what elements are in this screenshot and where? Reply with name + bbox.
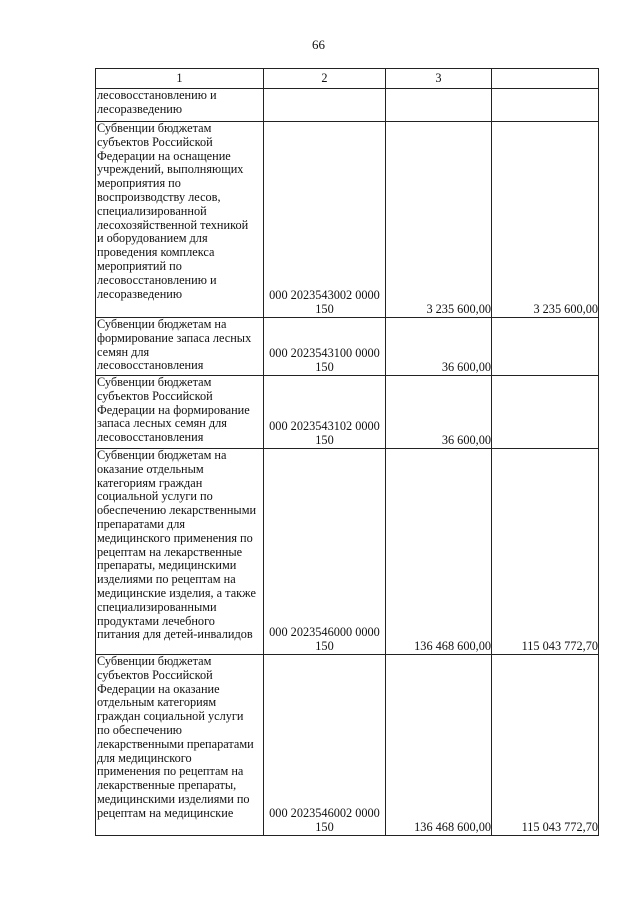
- row-code: 000 2023543102 0000 150: [264, 376, 386, 449]
- row-plan: 136 468 600,00: [386, 449, 492, 655]
- row-plan: 136 468 600,00: [386, 655, 492, 836]
- row-plan: 3 235 600,00: [386, 122, 492, 318]
- row-executed: 115 043 772,70: [492, 655, 599, 836]
- row-executed: [492, 318, 599, 376]
- row-code: 000 2023546002 0000 150: [264, 655, 386, 836]
- table-row: [96, 655, 599, 836]
- budget-table: [95, 68, 599, 836]
- row-code: 000 2023543002 0000 150: [264, 122, 386, 318]
- page-number: 66: [312, 37, 325, 52]
- row-name: Субвенции бюджетам на оказание отдельным категориям граждан социальной услуги по обеспечению лекарственными препаратами для медицинского применения по рецептам на лекарственные препараты, медицинскими изделиями по рецептам на медицинские изделия, а также специализированными продуктами лечебного питания для детей-инвалидов: [96, 449, 264, 655]
- table-row: [96, 122, 599, 318]
- row-plan: [386, 89, 492, 122]
- row-plan: 36 600,00: [386, 376, 492, 449]
- row-name: Субвенции бюджетам субъектов Российской Федерации на оснащение учреждений, выполняющих мероприятия по воспроизводству лесов, специализированной лесохозяйственной техникой и оборудованием для проведения комплекса мероприятий по лесовосстановлению и лесоразведению: [96, 122, 264, 318]
- row-executed: 3 235 600,00: [492, 122, 599, 318]
- row-executed: 115 043 772,70: [492, 449, 599, 655]
- row-name: Субвенции бюджетам субъектов Российской Федерации на формирование запаса лесных семян для лесовосстановления: [96, 376, 264, 449]
- table-row: [96, 318, 599, 376]
- table-header-row: [96, 69, 599, 89]
- row-executed: [492, 376, 599, 449]
- row-name: Субвенции бюджетам на формирование запаса лесных семян для лесовосстановления: [96, 318, 264, 376]
- row-code: 000 2023546000 0000 150: [264, 449, 386, 655]
- table-row: [96, 449, 599, 655]
- table-row: [96, 376, 599, 449]
- row-code: [264, 89, 386, 122]
- column-header-1: 1: [96, 69, 264, 89]
- column-header-3: 3: [386, 69, 492, 89]
- row-plan: 36 600,00: [386, 318, 492, 376]
- row-code: 000 2023543100 0000 150: [264, 318, 386, 376]
- row-name: лесовосстановлению и лесоразведению: [96, 89, 264, 122]
- column-header-4: [492, 69, 599, 89]
- table-row: [96, 89, 599, 122]
- column-header-2: 2: [264, 69, 386, 89]
- row-name: Субвенции бюджетам субъектов Российской Федерации на оказание отдельным категориям граждан социальной услуги по обеспечению лекарственными препаратами для медицинского применения по рецептам на лекарственные препараты, медицинскими изделиями по рецептам на медицинские: [96, 655, 264, 836]
- row-executed: [492, 89, 599, 122]
